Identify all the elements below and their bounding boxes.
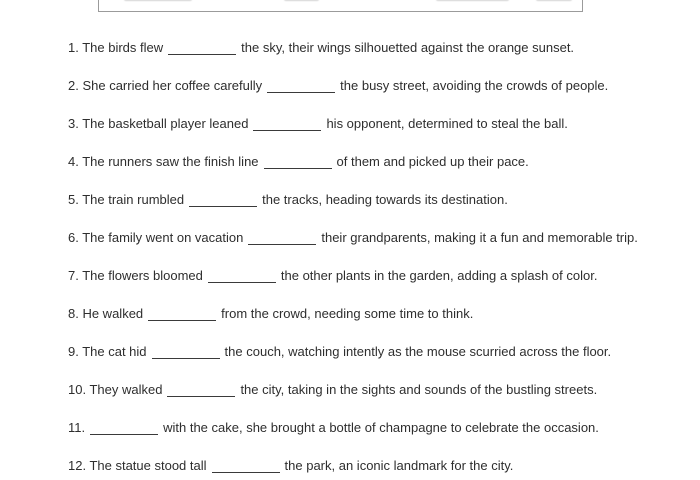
fill-in-blank (148, 306, 216, 321)
fill-in-blank (90, 420, 158, 435)
sentence-before-text: 5. The train rumbled (68, 192, 185, 207)
sentence-after-text: the other plants in the garden, adding a splash of color. (280, 268, 598, 283)
sentence-after-text: the tracks, heading towards its destination. (262, 192, 508, 207)
sentence-before-text: 9. The cat hid (68, 344, 147, 359)
clipped-word-fragment (124, 0, 192, 1)
fill-in-blank (253, 116, 321, 131)
sentence-before-text: 3. The basketball player leaned (68, 116, 249, 131)
sentence-before-text: 1. The birds flew (68, 40, 164, 55)
sentence-row (68, 447, 696, 480)
fill-in-blank (208, 268, 276, 283)
sentence-before-text: 11. (68, 420, 86, 435)
sentence-before-text: 7. The flowers bloomed (68, 268, 203, 283)
sentence-after-text: the sky, their wings silhouetted against the orange sunset. (241, 40, 575, 55)
sentence-list (68, 29, 696, 480)
sentence-row (68, 181, 696, 219)
sentence-after-text: of them and picked up their pace. (336, 154, 529, 169)
fill-in-blank (212, 458, 280, 473)
sentence-row (68, 371, 696, 409)
sentence-row (68, 257, 696, 295)
sentence-row (68, 105, 696, 143)
sentence-after-text: their grandparents, making it a fun and memorable trip. (321, 230, 638, 245)
sentence-before-text: 10. They walked (68, 382, 163, 397)
sentence-row (68, 143, 696, 181)
sentence-row (68, 29, 696, 67)
sentence-row (68, 67, 696, 105)
sentence-row (68, 333, 696, 371)
sentence-after-text: the park, an iconic landmark for the city. (284, 458, 514, 473)
fill-in-blank (267, 78, 335, 93)
fill-in-blank (168, 40, 236, 55)
sentence-row (68, 409, 696, 447)
sentence-row (68, 219, 696, 257)
sentence-before-text: 8. He walked (68, 306, 144, 321)
sentence-row (68, 295, 696, 333)
sentence-after-text: from the crowd, needing some time to think. (221, 306, 474, 321)
sentence-after-text: with the cake, she brought a bottle of champagne to celebrate the occasion. (163, 420, 599, 435)
clipped-word-fragment (536, 0, 572, 1)
sentence-before-text: 2. She carried her coffee carefully (68, 78, 263, 93)
sentence-after-text: the busy street, avoiding the crowds of people. (340, 78, 609, 93)
fill-in-blank (189, 192, 257, 207)
fill-in-blank (264, 154, 332, 169)
sentence-before-text: 4. The runners saw the finish line (68, 154, 259, 169)
fill-in-blank (152, 344, 220, 359)
clipped-word-fragment (436, 0, 509, 1)
sentence-after-text: the city, taking in the sights and sounds of the bustling streets. (240, 382, 598, 397)
sentence-before-text: 6. The family went on vacation (68, 230, 244, 245)
sentence-after-text: his opponent, determined to steal the ball. (326, 116, 568, 131)
fill-in-blank (248, 230, 316, 245)
clipped-word-fragment (284, 0, 319, 1)
sentence-after-text: the couch, watching intently as the mouse scurried across the floor. (224, 344, 612, 359)
fill-in-blank (167, 382, 235, 397)
word-bank-box (98, 0, 583, 12)
sentence-before-text: 12. The statue stood tall (68, 458, 207, 473)
